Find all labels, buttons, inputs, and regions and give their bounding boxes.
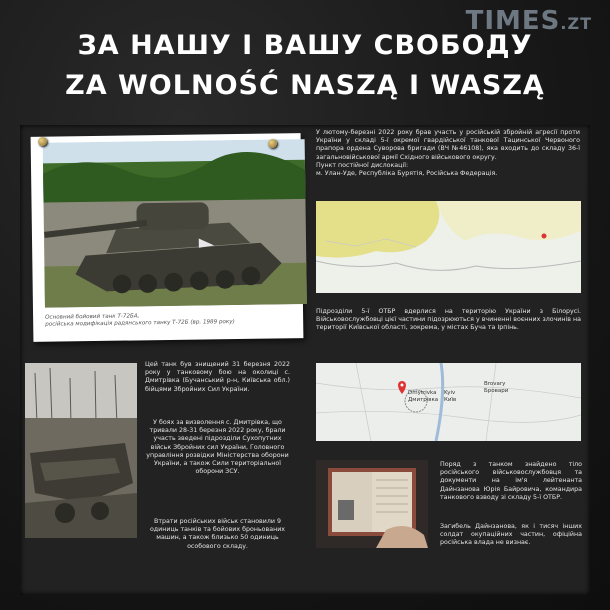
pin-icon (268, 139, 277, 148)
tank-photo-frame (31, 133, 304, 342)
map-label-brovary: Brovary Бровари (484, 381, 509, 394)
deployment-location: м. Улан-Уде, Республіка Бурятія, Російська Федерація. (316, 170, 498, 178)
russia-map (316, 201, 581, 293)
watermark-suffix: .ZT (560, 14, 592, 33)
watermark-main: TIMES (465, 6, 561, 36)
unit-description-text: У лютому-березні 2022 року брав участь у російській збройній агресії проти України у складі 5-ї окремої гвардійської танкової Тацинської Червоного прапора ордена Суворова бригади (ВЧ №46108), яка входить до складу 36-ї загальновійськової армії Східного військового округу. (316, 129, 580, 161)
losses-text: Втрати російських військ становили 9 одиниць танків та бойових броньованих машин, а також близько 50 одиниць особового складу. (149, 518, 286, 550)
tank-photo (39, 139, 311, 308)
deployment-label: Пункт постійної дислокації: (316, 161, 409, 169)
unit-description (316, 129, 580, 178)
title-line-1: ЗА НАШУ І ВАШУ СВОБОДУ (77, 30, 533, 61)
exhibit-panel (20, 125, 590, 595)
documents-photo (316, 460, 428, 548)
invasion-description: Підрозділи 5-ї ОТБР вдерлися на територію України з Білорусі. Військовослужбовці цієї частини підозрюються у вчиненні воєнних злочинів на території Київської області, зокрема, у містах Буча та Ірпінь. (316, 308, 581, 332)
not-recognized-text: Загибель Дайнзанова, як і тисяч інших солдат окупаційних частин, офіційна російська влада не визнає. (440, 523, 582, 547)
soldier-found-text: Поряд з танком знайдено тіло російського військовослужбовця та документи на ім'я лейтенанта Дайнзанова Юрія Байровича, командира танкового взводу зі складу 5-ї ОТБР. (440, 461, 582, 501)
battle-text: У боях за визволення с. Дмитрівка, що тривали 28-31 березня 2022 року, брали участь зведені підрозділи Сухопутних військ Збройних сил України, Головного управління розвідки Міністерства оборони України, а також Сили територіальної оборони ЗСУ. (146, 419, 289, 476)
map-label-dmytrivka: Dmytrivka Дмитрівка (408, 390, 439, 403)
title-line-2: ZA WOLNOŚĆ NASZĄ I WASZĄ (65, 70, 545, 101)
destroyed-tank-photo (25, 363, 137, 538)
photo-caption (45, 311, 295, 328)
photo-caption-line-2: російська модифікація радянського танку Т-72Б (вр. 1989 року) (45, 319, 235, 328)
pin-icon (38, 137, 47, 146)
kyiv-region-map (316, 363, 581, 441)
map-label-kyiv: Kyiv Київ (444, 390, 457, 403)
photo-caption-line-1: Основний бойовий танк Т-72БА, (45, 313, 140, 321)
tank-destroyed-text: Цей танк був знищений 31 березня 2022 року у танковому бою на околиці с. Дмитрівка (Бучанський р-н, Київська обл.) бійцями Збройних Сил України. (145, 361, 290, 393)
